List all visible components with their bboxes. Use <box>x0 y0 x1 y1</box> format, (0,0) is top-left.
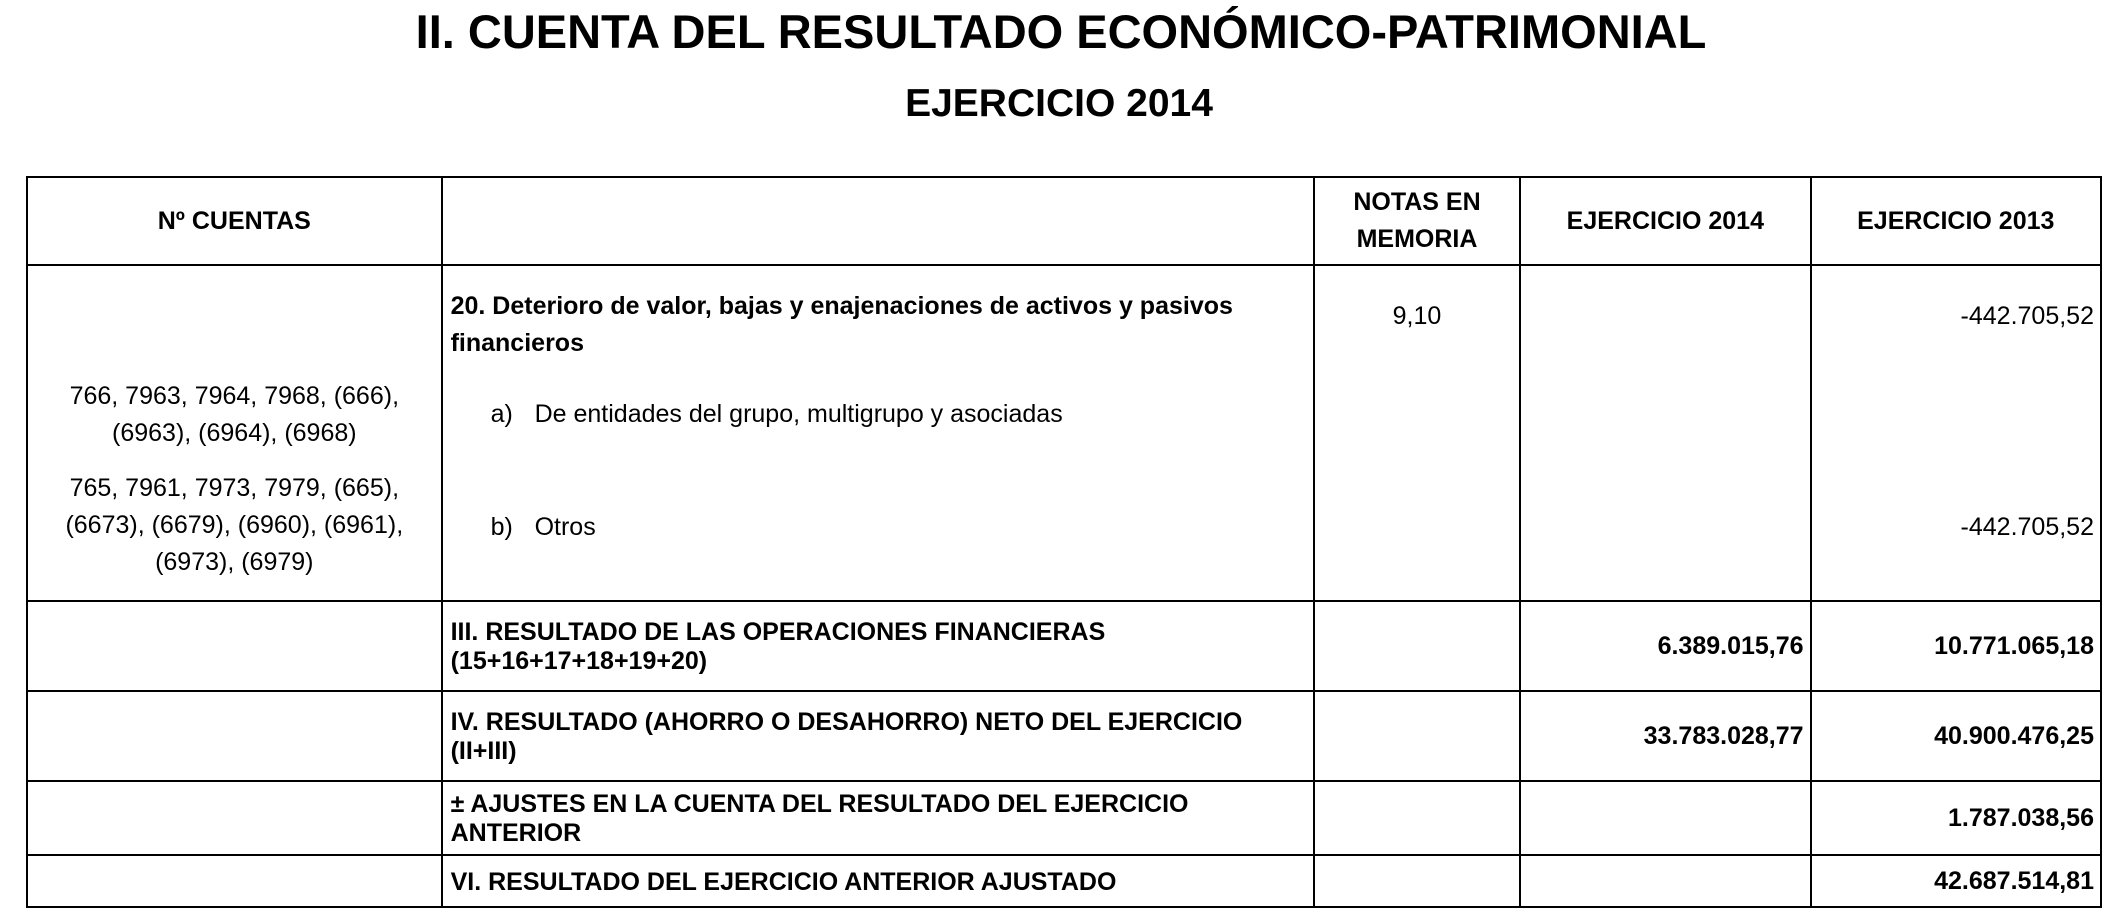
table-header-row <box>27 177 2101 265</box>
summary-notes <box>1314 691 1520 781</box>
table-row <box>27 601 2101 691</box>
header-year-previous: EJERCICIO 2013 <box>1811 177 2101 265</box>
summary-label: IV. RESULTADO (AHORRO O DESAHORRO) NETO DEL EJERCICIO (II+III) <box>442 691 1314 781</box>
summary-accounts <box>27 855 442 907</box>
summary-notes <box>1314 781 1520 855</box>
sub-b-marker: b) <box>490 513 513 541</box>
summary-label: VI. RESULTADO DEL EJERCICIO ANTERIOR AJUSTADO <box>442 855 1314 907</box>
item20-label: 20. Deterioro de valor, bajas y enajenaciones de activos y pasivos financieros <box>450 292 1233 357</box>
summary-year-previous: 40.900.476,25 <box>1811 691 2101 781</box>
summary-notes <box>1314 601 1520 691</box>
summary-year-previous: 1.787.038,56 <box>1811 781 2101 855</box>
summary-accounts <box>27 691 442 781</box>
header-year-current: EJERCICIO 2014 <box>1520 177 1810 265</box>
table-row-item20 <box>27 265 2101 601</box>
item20-concept-cell <box>442 265 1314 601</box>
sub-a-accounts-line2: (6963), (6964), (6968) <box>112 419 357 447</box>
sub-a-accounts-line1: 766, 7963, 7964, 7968, (666), <box>69 382 400 410</box>
sub-b-accounts-line3: (6973), (6979) <box>155 548 314 576</box>
page-subtitle: EJERCICIO 2014 <box>905 82 1213 125</box>
summary-notes <box>1314 855 1520 907</box>
table-row <box>27 781 2101 855</box>
table-row <box>27 691 2101 781</box>
summary-label: III. RESULTADO DE LAS OPERACIONES FINANCIERAS (15+16+17+18+19+20) <box>442 601 1314 691</box>
header-notes-line2: MEMORIA <box>1356 225 1478 253</box>
summary-year-current <box>1520 781 1810 855</box>
sub-a-marker: a) <box>490 400 513 428</box>
item20-accounts-cell <box>27 265 442 601</box>
header-concept <box>442 177 1314 265</box>
sub-b-label: Otros <box>534 513 596 541</box>
summary-year-current: 33.783.028,77 <box>1520 691 1810 781</box>
sub-b-row <box>491 509 596 546</box>
header-notes-line1: NOTAS EN <box>1353 188 1481 216</box>
item20-year-previous: -442.705,52 <box>1960 302 2094 330</box>
header-notes <box>1314 177 1520 265</box>
summary-year-previous: 42.687.514,81 <box>1811 855 2101 907</box>
sub-a-row <box>491 396 1063 433</box>
item20-year-previous-cell <box>1811 265 2101 601</box>
page-title: II. CUENTA DEL RESULTADO ECONÓMICO-PATRIMONIAL <box>415 5 1707 58</box>
summary-year-previous: 10.771.065,18 <box>1811 601 2101 691</box>
header-accounts: Nº CUENTAS <box>27 177 442 265</box>
sub-b-year-previous: -442.705,52 <box>1960 513 2094 541</box>
sub-a-label: De entidades del grupo, multigrupo y asociadas <box>534 400 1063 428</box>
sub-b-accounts-line1: 765, 7961, 7973, 7979, (665), <box>69 474 400 502</box>
summary-label: ± AJUSTES EN LA CUENTA DEL RESULTADO DEL EJERCICIO ANTERIOR <box>442 781 1314 855</box>
summary-year-current: 6.389.015,76 <box>1520 601 1810 691</box>
item20-notes: 9,10 <box>1392 302 1442 330</box>
summary-accounts <box>27 781 442 855</box>
summary-year-current <box>1520 855 1810 907</box>
item20-year-current-cell <box>1520 265 1810 601</box>
item20-notes-cell <box>1314 265 1520 601</box>
results-table <box>26 176 2102 908</box>
sub-b-accounts-line2: (6673), (6679), (6960), (6961), <box>65 511 404 539</box>
summary-accounts <box>27 601 442 691</box>
table-row <box>27 855 2101 907</box>
